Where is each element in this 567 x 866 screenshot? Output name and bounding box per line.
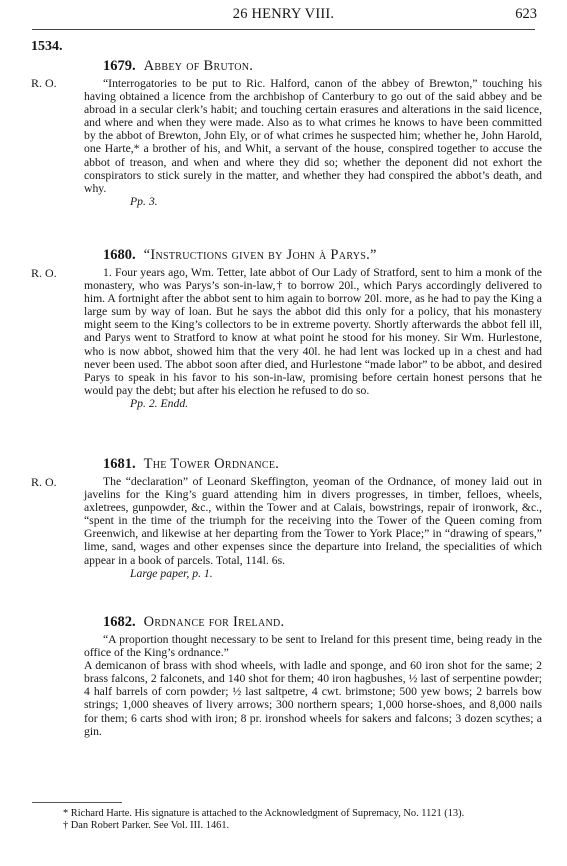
entry-heading (103, 614, 284, 631)
entry-source-ref: R. O. (31, 266, 57, 280)
entry-body (84, 633, 542, 738)
entry-paragraph: “A proportion thought necessary to be sent to Ireland for this present time, being ready in the office of the King’s ordnance.” (84, 633, 542, 660)
entry-heading (103, 58, 253, 75)
entry-note: Large paper, p. 1. (130, 566, 213, 580)
entry-body (84, 77, 542, 208)
header-rule (32, 29, 535, 30)
entry-source-ref: R. O. (31, 76, 57, 90)
entry-paragraph: 1. Four years ago, Wm. Tetter, late abbot of Our Lady of Stratford, sent to him a monk of the monastery, who was Parys’s son-in-law,† to borrow 20l., which Parys accordingly delivered to him. A fortnight after the abbot sent to him again to borrow 20l. more, as he had to pay the King a large sum by way of loan. But he says the abbot did this only for a policy, that his monastery might seem to the King’s collectors to be in extreme poverty. Shortly afterwards the abbot fell ill, and Parys went to Stratford to know at what point he stood for his money. Sir Wm. Hurlestone, who is now abbot, showed him that the very 40l. he had lent was locked up in a chest and had never been used. The abbot soon after died, and Hurlestone “made labor” to be abbot, and desired Parys to speak in his favor to his son-in-law, promising before certain honest persons that he would pay the debt; but after his election he refused to do so. (84, 266, 542, 397)
entry-heading (103, 247, 377, 264)
entry-title: The Tower Ordnance. (143, 456, 280, 472)
entry-body (84, 266, 542, 410)
entry-paragraph: “Interrogatories to be put to Ric. Halford, canon of the abbey of Brewton,” touching his having obtained a licence from the archbishop of Canterbury to go out of the said abbey and be abroad in a secular clerk’s habit; and touching certain erasures and alterations in the said licence, and where and when they were made. Also as to what crimes he knows to have been committed by the abbot of Brewton, John Ely, or of what crimes he suspected him; whether he, John Harold, one Harte,* a brother of his, and Whit, a servant of the house, conspired together to accuse the abbot of treason, and when and where they did so; whether the deponent did not exhort the conspirators to stick surely in the matter, and whether they had conspired the abbot’s death, and why. (84, 77, 542, 195)
entry-body (84, 475, 542, 580)
entry-number: 1680. (103, 247, 136, 263)
entry-note: Pp. 2. Endd. (130, 396, 189, 410)
page-number: 623 (515, 6, 537, 22)
footnote: * Richard Harte. His signature is attached to the Acknowledgment of Supremacy, No. 1121 (13). (63, 808, 465, 819)
year-marginal: 1534. (31, 39, 63, 54)
entry-title: Abbey of Bruton. (143, 58, 254, 74)
entry-note: Pp. 3. (130, 194, 158, 208)
entry-heading (103, 456, 279, 473)
entry-title: Ordnance for Ireland. (143, 614, 285, 630)
entry-number: 1679. (103, 58, 136, 74)
footnote-rule (32, 802, 122, 803)
entry-number: 1682. (103, 614, 136, 630)
running-header-title: 26 HENRY VIII. (232, 6, 335, 22)
entry-number: 1681. (103, 456, 136, 472)
entry-source-ref: R. O. (31, 475, 57, 489)
entry-paragraph: The “declaration” of Leonard Skeffington, yeoman of the Ordnance, of money laid out in javelins for the King’s guard attending him in divers progresses, in timber, felloes, wheels, axletrees, gunpowder, &c., within the Tower and at Calais, bowstrings, repair of ironwork, &c., “spent in the time of the triumph for the receiving into the Tower of the Queen coming from Greenwich, and likewise at her departing from the Tower to York Place;” in “drawing of spears,” lime, sand, wages and other expenses since the departure into Ireland, the specialities of which appear in a book of parcels. Total, 114l. 6s. (84, 475, 542, 567)
entry-title: “Instructions given by John à Parys.” (143, 247, 377, 263)
footnotes (53, 808, 511, 832)
footnote: † Dan Robert Parker. See Vol. III. 1461. (63, 820, 230, 831)
entry-paragraph: A demicanon of brass with shod wheels, with ladle and sponge, and 60 iron shot for the same; 2 brass falcons, 2 falconets, and 140 shot for them; 40 iron hagbushes, ½ last of serpentine powder; 4 half barrels of corn powder; ½ last saltpetre, 4 cwt. brimstone; 500 yew bows; 2 barrels bow strings; 1,000 sheaves of livery arrows; 300 northern spears; 1,000 horse-shoes, and 8,000 nails for them; 6 carts shod with iron; 8 pr. ironshod wheels for sakers and falcons; 3 dozen scythes; a gin. (84, 659, 542, 738)
